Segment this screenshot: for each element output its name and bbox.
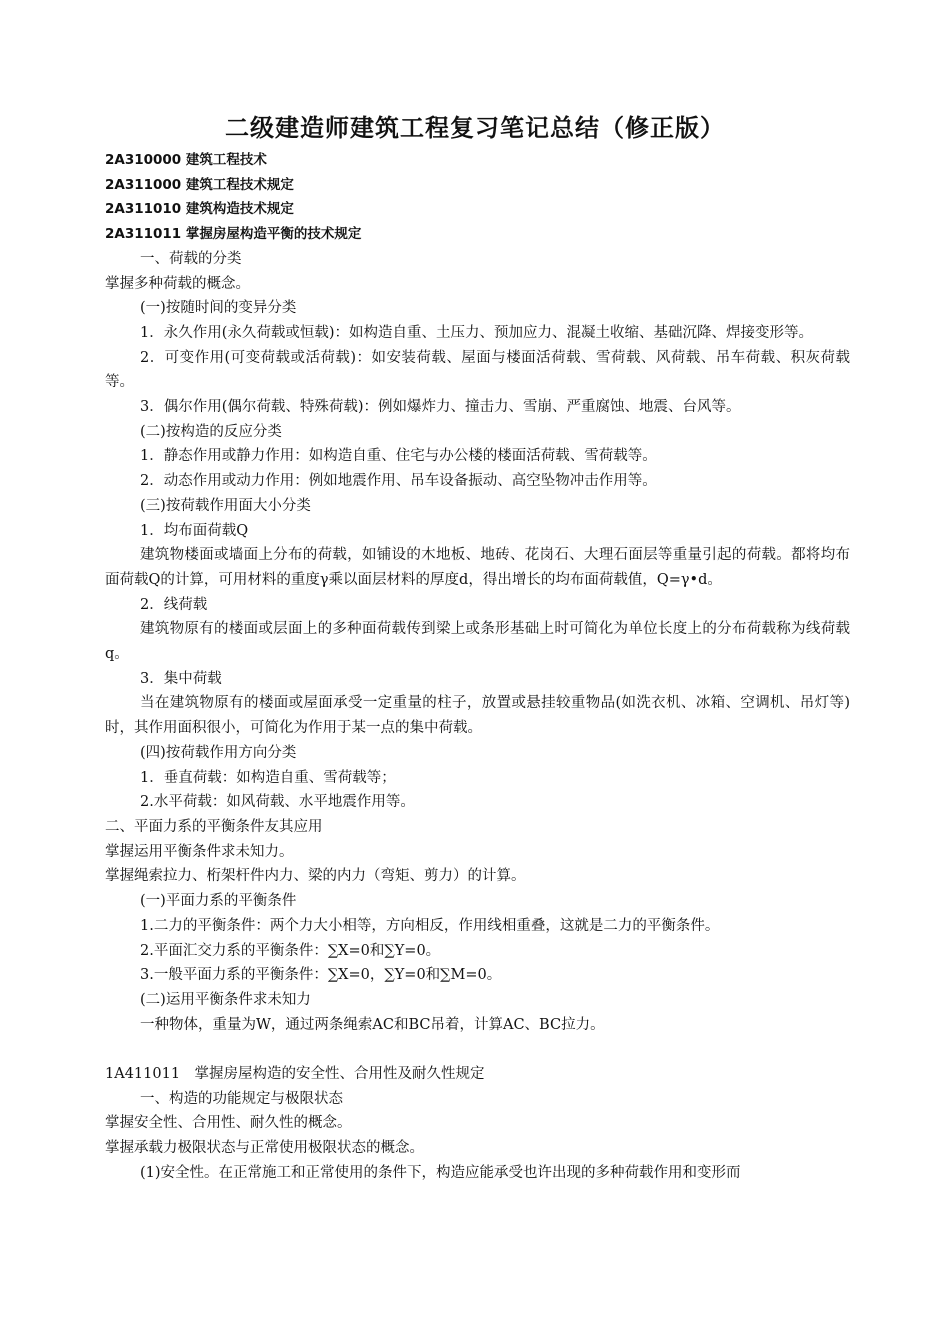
paragraph: 建筑物原有的楼面或层面上的多种面荷载传到梁上或条形基础上时可简化为单位长度上的分布荷载称为线荷载q。	[105, 621, 850, 663]
paragraph: 2．可变作用(可变荷载或活荷载)：如安装荷载、屋面与楼面活荷载、雪荷载、风荷载、吊车荷载、积灰荷载等。	[105, 349, 850, 391]
heading-2a311010: 2A311010 建筑构造技术规定	[105, 201, 294, 218]
item-heading: 1．均布面荷载Q	[140, 522, 249, 539]
paragraph-line: 2．动态作用或动力作用：例如地震作用、吊车设备振动、高空坠物冲击作用等。	[140, 473, 657, 490]
paragraph-line: 1．垂直荷载：如构造自重、雪荷载等；	[140, 769, 396, 786]
document-body	[105, 148, 850, 1186]
paragraph-line: 掌握绳索拉力、桁架杆件内力、梁的内力（弯矩、剪力）的计算。	[105, 868, 526, 885]
paragraph-line: 1.二力的平衡条件：两个力大小相等，方向相反，作用线相重叠，这就是二力的平衡条件。	[140, 917, 720, 934]
paragraph-line: 3.一般平面力系的平衡条件：∑X=0，∑Y=0和∑M=0。	[140, 967, 502, 984]
paragraph-line: 2.平面汇交力系的平衡条件：∑X=0和∑Y=0。	[140, 942, 441, 959]
paragraph-line: 1．静态作用或静力作用：如构造自重、住宅与办公楼的楼面活荷载、雪荷载等。	[140, 448, 657, 465]
item-heading: 2．线荷载	[140, 596, 208, 613]
paragraph-line: 一种物体，重量为W，通过两条绳索AC和BC吊着，计算AC、BC拉力。	[140, 1016, 605, 1033]
section-heading: 二、平面力系的平衡条件友其应用	[105, 818, 323, 835]
heading-2a310000: 2A310000 建筑工程技术	[105, 152, 267, 168]
paragraph-line: 2.水平荷载：如风荷载、水平地震作用等。	[140, 794, 415, 811]
paragraph: 1．永久作用(永久荷载或恒载)：如构造自重、土压力、预加应力、混凝土收缩、基础沉降、焊接变形等。	[140, 324, 814, 341]
paragraph-line: 掌握承载力极限状态与正常使用极限状态的概念。	[105, 1140, 424, 1157]
subsection-heading: (二)按构造的反应分类	[140, 423, 282, 440]
heading-2a311000: 2A311000 建筑工程技术规定	[105, 176, 294, 193]
subsection-heading: (一)平面力系的平衡条件	[140, 893, 297, 910]
subsection-heading: (三)按荷载作用面大小分类	[140, 497, 311, 514]
paragraph: 当在建筑物原有的楼面或屋面承受一定重量的柱子，放置或悬挂较重物品(如洗衣机、冰箱、空调机、吊灯等)时，其作用面积很小，可简化为作用于某一点的集中荷载。	[105, 695, 850, 737]
paragraph-line: 掌握运用平衡条件求未知力。	[105, 843, 294, 860]
section-code-heading: 1A411011 掌握房屋构造的安全性、合用性及耐久性规定	[105, 1066, 485, 1082]
section-heading: 一、构造的功能规定与极限状态	[140, 1090, 343, 1107]
document-title: 二级建造师建筑工程复习笔记总结（修正版）	[225, 114, 725, 142]
subsection-heading: (二)运用平衡条件求未知力	[140, 991, 311, 1008]
paragraph-line: 掌握安全性、合用性、耐久性的概念。	[105, 1115, 352, 1132]
section-heading: 一、荷载的分类	[140, 250, 242, 267]
item-heading: 3．集中荷载	[140, 670, 222, 687]
subsection-heading: (一)按随时间的变异分类	[140, 300, 297, 317]
paragraph-line: 掌握多种荷载的概念。	[105, 275, 250, 292]
heading-2a311011: 2A311011 掌握房屋构造平衡的技术规定	[105, 226, 362, 243]
paragraph-line: 3．偶尔作用(偶尔荷载、特殊荷载)：例如爆炸力、撞击力、雪崩、严重腐蚀、地震、台风等。	[140, 399, 741, 416]
paragraph: 建筑物楼面或墙面上分布的荷载，如铺设的木地板、地砖、花岗石、大理石面层等重量引起的荷载。都将均布面荷载Q的计算，可用材料的重度γ乘以面层材料的厚度d，得出增长的均布面荷载值，Q=γ•d。	[105, 547, 850, 588]
blank-line	[105, 1037, 850, 1062]
paragraph-line: (1)安全性。在正常施工和正常使用的条件下，构造应能承受也许出现的多种荷载作用和变形而	[140, 1164, 741, 1181]
subsection-heading: (四)按荷载作用方向分类	[140, 744, 297, 761]
